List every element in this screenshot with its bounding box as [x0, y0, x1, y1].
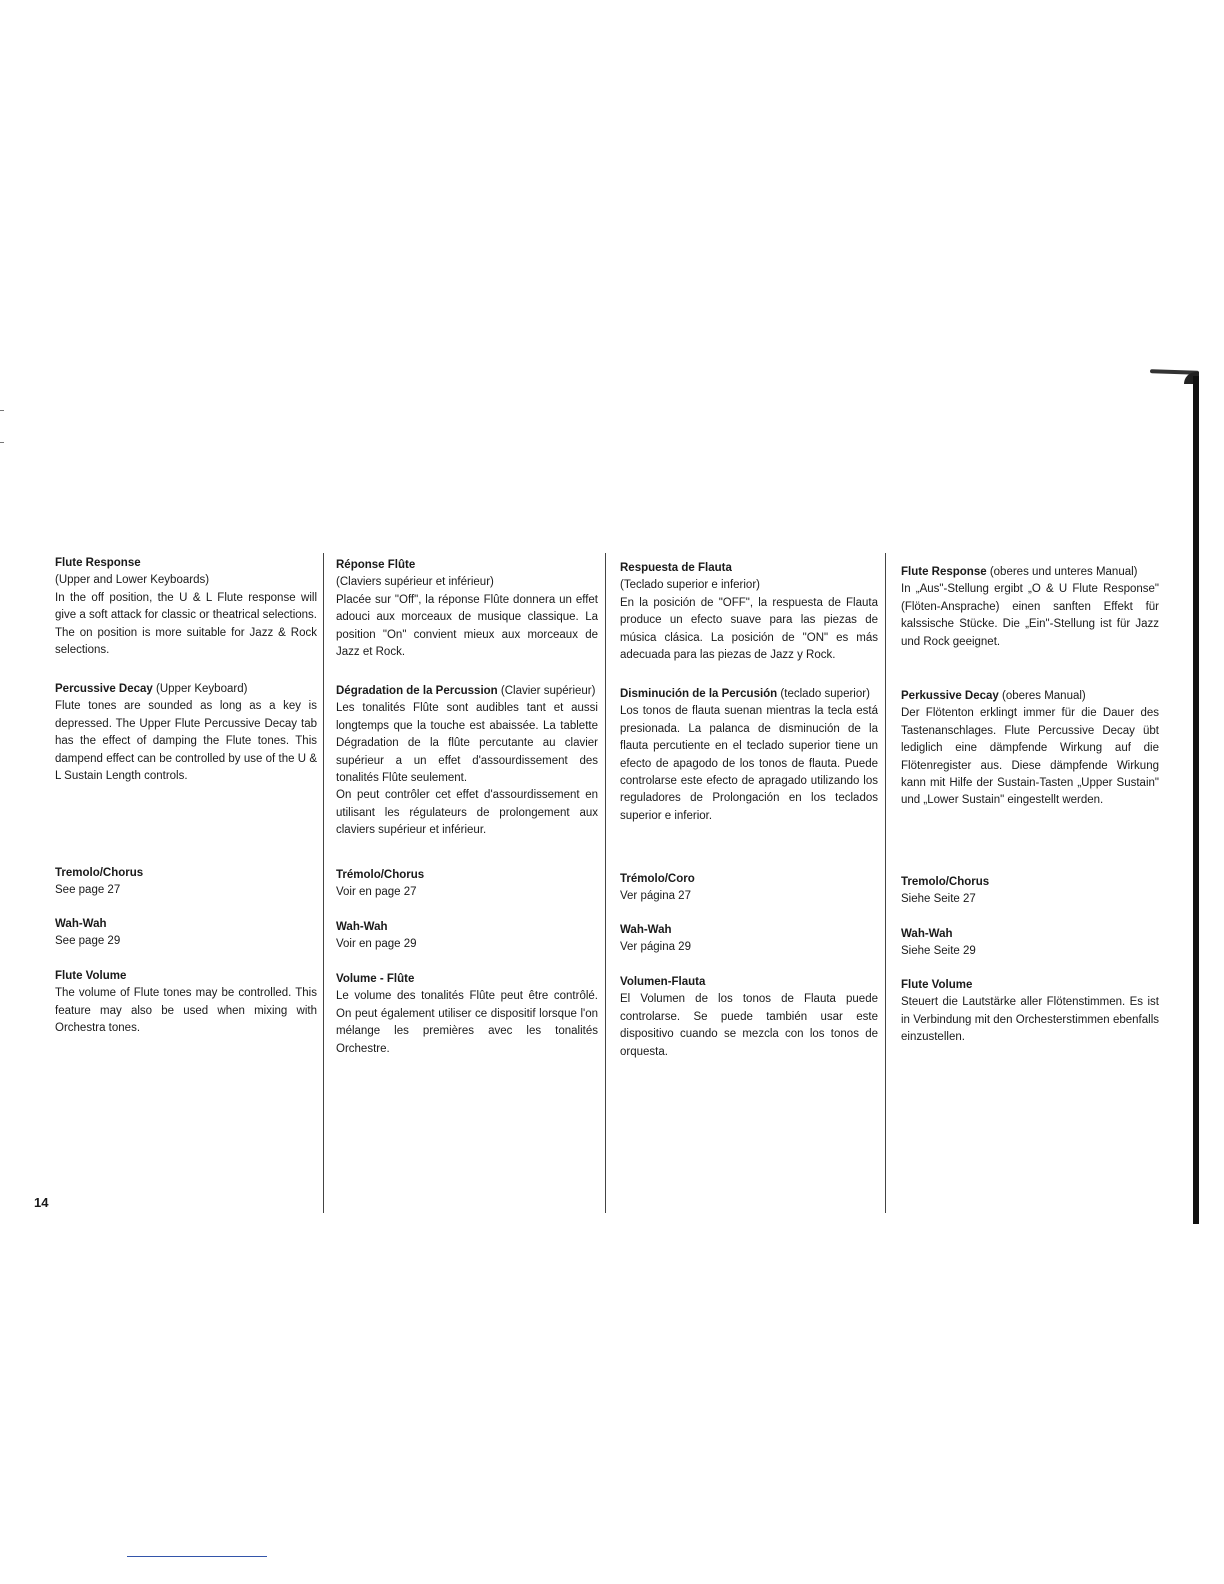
section-title: Wah-Wah [55, 918, 107, 930]
column-english [55, 555, 317, 1195]
section-title: Flute Response [55, 557, 141, 569]
section-text: In the off position, the U & L Flute response will give a soft attack for classic or theatrical selections. The on position is more suitable for Jazz & Rock selections. [55, 591, 317, 657]
section-text: Le volume des tonalités Flûte peut être contrôlé. On peut également utiliser ce dispositif lorsque l'on mélange les premières avec les tonalités Orchestre. [336, 990, 598, 1055]
section-tremolo [336, 867, 598, 902]
section-tremolo [55, 865, 317, 900]
section-percussive-decay [55, 681, 317, 785]
section-title: Flute Response [901, 566, 987, 578]
column-german [901, 564, 1159, 1204]
section-title: Volumen-Flauta [620, 976, 706, 988]
section-text: Flute tones are sounded as long as a key is depressed. The Upper Flute Percussive Decay tab has the effect of damping the Flute tones. This dampend effect can be controlled by use of the U & L Sustain Length controls. [55, 700, 317, 783]
column-divider [605, 553, 606, 1213]
page-reference: See page 27 [55, 884, 121, 897]
section-subtitle: (Teclado superior e inferior) [620, 579, 760, 592]
section-title: Disminución de la Percusión [620, 688, 778, 700]
section-percussive-decay [336, 683, 598, 840]
section-text: In „Aus"-Stellung ergibt „O & U Flute Response" (Flöten-Ansprache) einen sanften Effekt für kalssische Stücke. Die „Ein"-Stellung ist für Jazz und Rock geeignet. [901, 583, 1159, 648]
section-text-2: On peut contrôler cet effet d'assourdissement en utilisant les régulateurs de prolongement aux claviers supérieur et inférieur. [336, 789, 598, 837]
section-flute-volume [336, 971, 598, 1058]
section-flute-volume [55, 968, 317, 1038]
section-title: Wah-Wah [620, 924, 672, 936]
section-title: Percussive Decay [55, 683, 153, 695]
section-percussive-decay [901, 688, 1159, 810]
section-title-suffix: (oberes und unteres Manual) [986, 566, 1138, 578]
section-title-suffix: (oberes Manual) [998, 690, 1086, 702]
section-title: Respuesta de Flauta [620, 562, 732, 574]
section-title: Volume - Flûte [336, 973, 415, 985]
section-flute-response [55, 555, 317, 659]
section-text: Placée sur "Off", la réponse Flûte donnera un effet adouci aux morceaux de musique classique. La position "On" convient mieux aux morceaux de Jazz et Rock. [336, 593, 598, 659]
page-reference: See page 29 [55, 935, 121, 948]
section-title-suffix: (teclado superior) [777, 688, 870, 700]
section-title-suffix: (Upper Keyboard) [152, 683, 248, 695]
page-reference: Ver página 29 [620, 941, 691, 954]
section-subtitle: (Upper and Lower Keyboards) [55, 574, 210, 587]
section-text: Los tonos de flauta suenan mientras la tecla está presionada. La palanca de disminución de la flauta percutiente en el teclado superior tiene un efecto de apagodo de los tonos de flauta. Puede controlarse este efecto de apragado utilizando los reguladores de Prolongación en los teclados superior e inferior. [620, 705, 878, 822]
section-title: Trémolo/Chorus [336, 869, 425, 881]
column-divider [323, 553, 324, 1213]
section-text: Der Flötenton erklingt immer für die Dauer des Tastenanschlages. Flute Percussive Decay übt lediglich eine dämpfende Wirkung auf die Flötenregister aus. Diese dämpfende Wirkung kann mit Hilfe der Sustain-Tasten „Upper Sustain" und „Lower Sustain" eingestellt werden. [901, 707, 1159, 807]
page-reference: Ver página 27 [620, 890, 691, 903]
section-title: Flute Volume [901, 979, 973, 991]
section-flute-response [620, 560, 878, 664]
section-title: Trémolo/Coro [620, 873, 695, 885]
section-wahwah [901, 926, 1159, 961]
section-text: The volume of Flute tones may be controlled. This feature may also be used when mixing with Orchestra tones. [55, 987, 317, 1035]
section-title: Tremolo/Chorus [55, 867, 144, 879]
section-flute-volume [901, 977, 1159, 1047]
scan-speck [0, 442, 4, 443]
section-flute-response [901, 564, 1159, 651]
section-title-suffix: (Clavier supérieur) [497, 685, 596, 697]
section-title: Dégradation de la Percussion [336, 685, 498, 697]
section-subtitle: (Claviers supérieur et inférieur) [336, 576, 494, 589]
section-tremolo [620, 871, 878, 906]
section-title: Wah-Wah [336, 921, 388, 933]
section-text: El Volumen de los tonos de Flauta puede controlarse. Se puede también usar este dispositivo cuando se mezcla con los tonos de orquesta. [620, 993, 878, 1058]
page-reference: Voir en page 27 [336, 886, 417, 899]
section-title: Flute Volume [55, 970, 127, 982]
section-text: Steuert die Lautstärke aller Flötenstimmen. Es ist in Verbindung mit den Orchesterstimmen ebenfalls einzustellen. [901, 996, 1159, 1044]
section-wahwah [620, 922, 878, 957]
column-french [336, 557, 598, 1197]
page-number: 14 [34, 1195, 49, 1210]
section-text: Les tonalités Flûte sont audibles tant et aussi longtemps que la touche est abaissée. La tablette Dégradation de la flûte percutante au clavier supérieur a un effet d'assourdissement des tonalités Flûte seulement. [336, 702, 598, 785]
page-edge-shadow [1193, 376, 1199, 1224]
section-title: Perkussive Decay [901, 690, 999, 702]
section-title: Wah-Wah [901, 928, 953, 940]
page-reference: Siehe Seite 29 [901, 945, 976, 958]
scan-mark [127, 1556, 267, 1557]
section-wahwah [55, 916, 317, 951]
section-tremolo [901, 874, 1159, 909]
section-text: En la posición de "OFF", la respuesta de Flauta produce un efecto suave para las piezas de música clásica. La posición de "ON" es más adecuada para las piezas de Jazz y Rock. [620, 596, 878, 662]
section-flute-volume [620, 974, 878, 1061]
page-reference: Voir en page 29 [336, 938, 417, 951]
section-percussive-decay [620, 686, 878, 825]
page-reference: Siehe Seite 27 [901, 893, 976, 906]
section-title: Réponse Flûte [336, 559, 416, 571]
column-divider [885, 553, 886, 1213]
section-wahwah [336, 919, 598, 954]
section-title: Tremolo/Chorus [901, 876, 990, 888]
section-flute-response [336, 557, 598, 661]
column-spanish [620, 560, 878, 1200]
scan-speck [0, 410, 4, 411]
